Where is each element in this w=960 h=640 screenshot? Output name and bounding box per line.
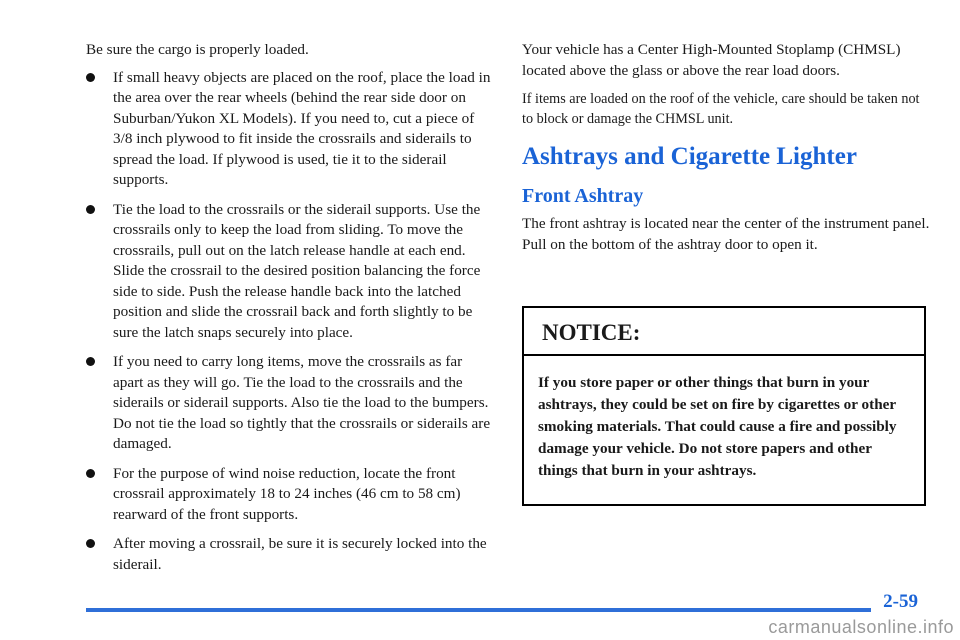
notice-body: If you store paper or other things that burn in your ashtrays, they could be set on fire by cigarettes or other smoking materials. That could cause a fire and possibly damage your vehicle. Do not store papers and other things that burn in your ashtrays. bbox=[538, 374, 897, 479]
list-item bbox=[86, 68, 496, 191]
list-item-text: For the purpose of wind noise reduction, locate the front crossrail approximately 18 to 24 inches (46 cm to 58 cm) rearward of the front supports. bbox=[113, 464, 461, 523]
chmsl-paragraph: Your vehicle has a Center High-Mounted Stoplamp (CHMSL) located above the glass or above the rear load doors. bbox=[522, 41, 901, 79]
left-column bbox=[86, 40, 496, 584]
bullet-icon bbox=[86, 539, 95, 548]
bullet-icon bbox=[86, 469, 95, 478]
watermark: carmanualsonline.info bbox=[768, 617, 954, 637]
bullet-list bbox=[86, 68, 496, 576]
footer-rule bbox=[86, 608, 871, 612]
section-heading: Ashtrays and Cigarette Lighter bbox=[522, 143, 857, 170]
notice-box bbox=[522, 306, 926, 506]
ashtray-paragraph: The front ashtray is located near the center of the instrument panel. Pull on the bottom of the ashtray door to open it. bbox=[522, 215, 930, 253]
list-item bbox=[86, 200, 496, 344]
list-item-text: After moving a crossrail, be sure it is securely locked into the siderail. bbox=[113, 535, 487, 573]
list-item-text: If you need to carry long items, move the crossrails as far apart as they will go. Tie the load to the crossrails and the siderails or siderail supports. Also tie the load to the bumpers. Do not tie the load so tightly that the crossrails or siderails are damaged. bbox=[113, 353, 491, 452]
right-column bbox=[522, 40, 930, 255]
list-item-text: If small heavy objects are placed on the roof, place the load in the area over the rear wheels (behind the rear side door on Suburban/Yukon XL Models). If you need to, cut a piece of 3/8 inch plywood to fit inside the crossrails and siderails to spread the load. If plywood is used, tie it to the siderail supports. bbox=[113, 68, 491, 188]
list-item bbox=[86, 352, 496, 455]
bullet-icon bbox=[86, 357, 95, 366]
page-number: 2-59 bbox=[883, 591, 918, 612]
list-item bbox=[86, 534, 496, 575]
subsection-heading: Front Ashtray bbox=[522, 185, 644, 207]
list-item bbox=[86, 464, 496, 526]
notice-title: NOTICE: bbox=[524, 308, 924, 356]
bullet-icon bbox=[86, 73, 95, 82]
bullet-icon bbox=[86, 205, 95, 214]
intro-text: Be sure the cargo is properly loaded. bbox=[86, 41, 309, 58]
chmsl-caution-paragraph: If items are loaded on the roof of the vehicle, care should be taken not to block or damage the CHMSL unit. bbox=[522, 91, 920, 127]
list-item-text: Tie the load to the crossrails or the siderail supports. Use the crossrails only to keep the load from sliding. To move the crossrails, pull out on the latch release handle at each end. Slide the crossrail to the desired position balancing the force side to side. Push the release handle back into the latched position and slide the crossrail back and forth slightly to be sure the latch snaps securely into place. bbox=[113, 200, 481, 341]
